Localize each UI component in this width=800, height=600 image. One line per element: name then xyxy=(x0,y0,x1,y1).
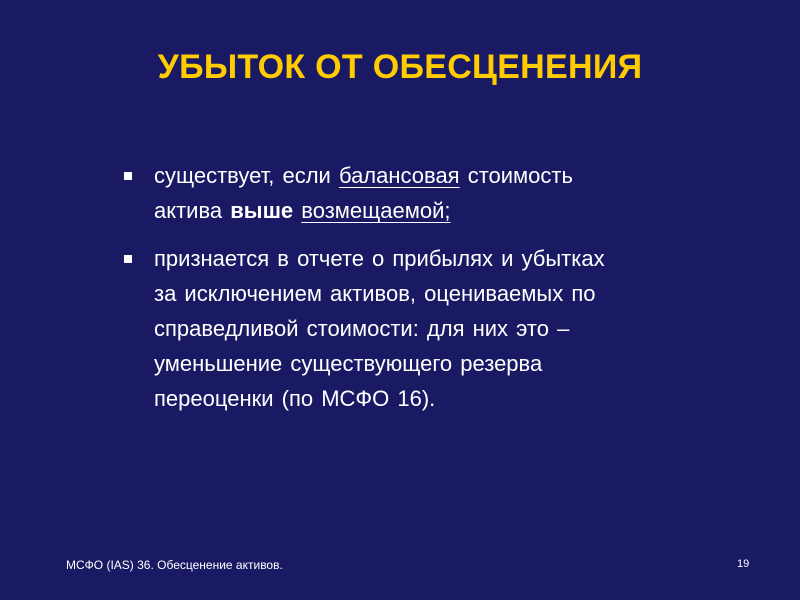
bullet-item-existence xyxy=(120,158,700,228)
bullet-2-line-5: переоценки (по МСФО 16). xyxy=(154,386,436,411)
bullet-item-recognition xyxy=(120,241,700,416)
footer-text: МСФО (IAS) 36. Обесценение активов. xyxy=(66,558,283,572)
square-bullet-icon xyxy=(124,255,132,263)
bold-term-higher: выше xyxy=(230,198,294,223)
bullet-2-line-4: уменьшение существующего резерва xyxy=(154,351,543,376)
bullet-2-line-2: за исключением активов, оцениваемых по xyxy=(154,281,596,306)
bullet-2-line-1: признается в отчете о прибылях и убытках xyxy=(154,246,605,271)
page-number: 19 xyxy=(737,558,750,570)
underlined-term-recoverable: возмещаемой; xyxy=(301,198,451,223)
text-segment: существует, если xyxy=(154,163,339,188)
text-segment: актива xyxy=(154,198,231,223)
text-segment: стоимость xyxy=(459,163,573,188)
bullet-1-line-2 xyxy=(154,193,700,228)
bullet-1-line-1 xyxy=(154,158,700,193)
square-bullet-icon xyxy=(124,172,132,180)
underlined-term-carrying-amount: балансовая xyxy=(338,163,460,188)
slide-title: УБЫТОК ОТ ОБЕСЦЕНЕНИЯ xyxy=(157,48,643,86)
bullet-list xyxy=(120,158,700,416)
bullet-2-line-3: справедливой стоимости: для них это – xyxy=(154,316,570,341)
